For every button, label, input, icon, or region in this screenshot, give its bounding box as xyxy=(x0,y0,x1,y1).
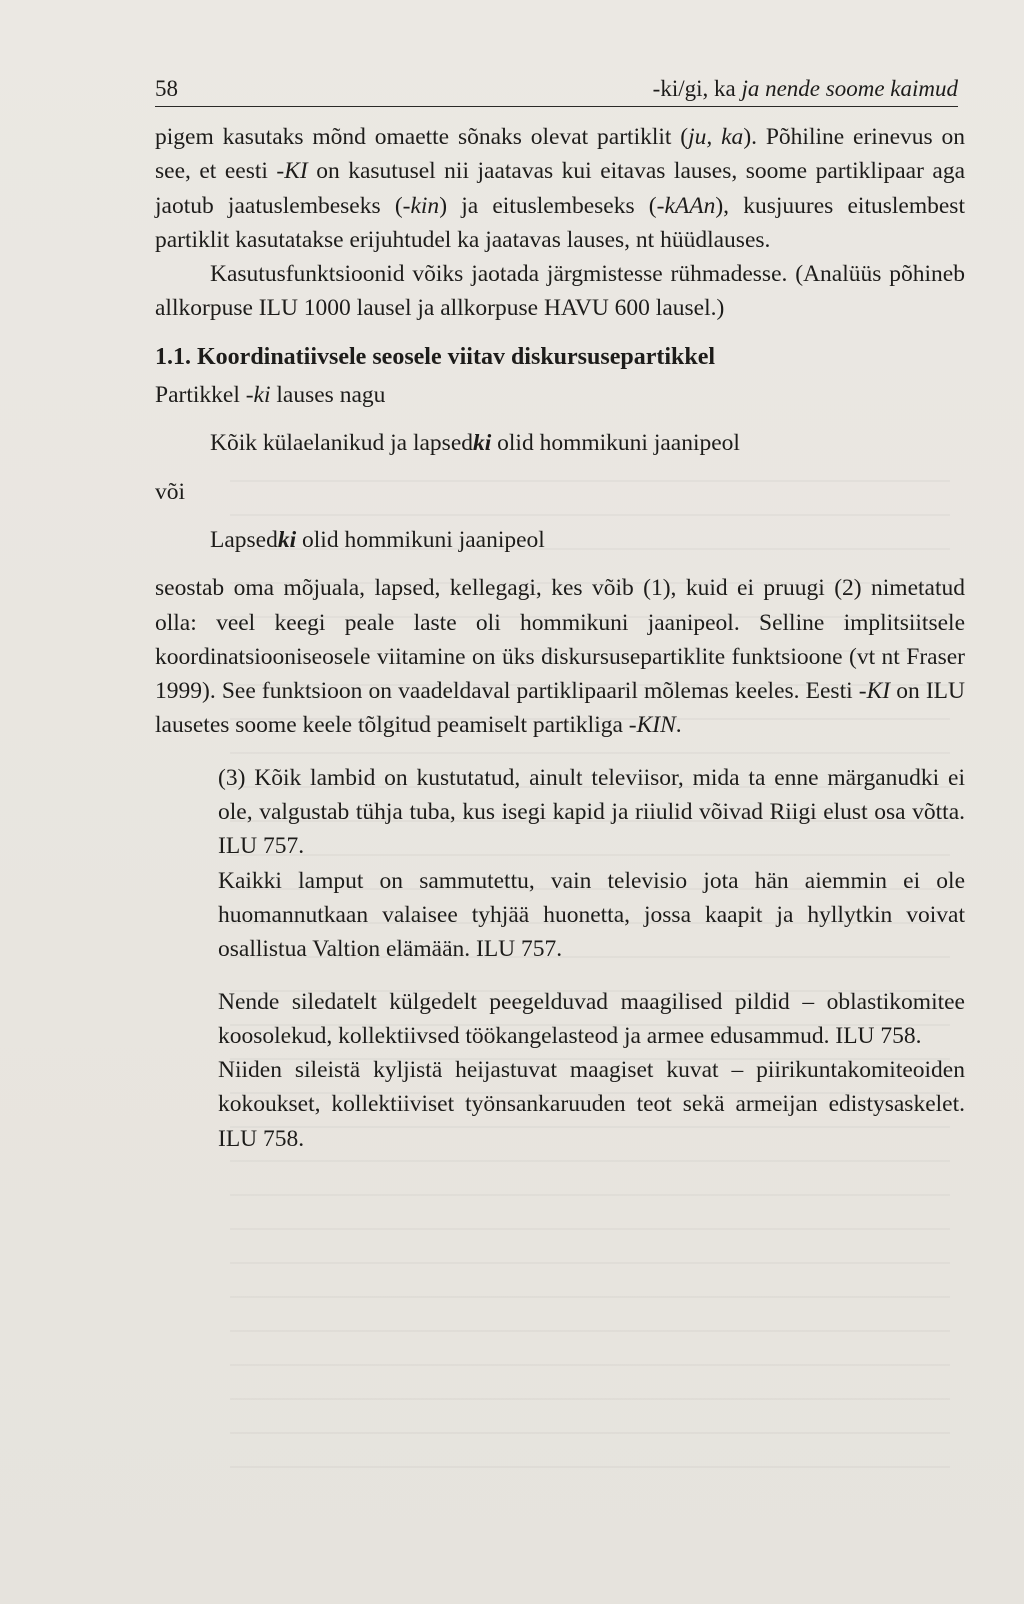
text-run: on kasutusel nii jaatavas kui eitavas lauses, soome partiklipaar aga jaotub jaatuslembeseks ( xyxy=(155,158,966,219)
italic-run: -ki xyxy=(245,382,271,409)
italic-run: -KIN xyxy=(628,712,676,739)
text-run: ). Põhiline erinevus on see, et eesti xyxy=(155,124,965,185)
example-3-finnish: Kaikki lamput on sammutettu, vain televisio jota hän aiemmin ei ole huomannutkaan valaisee tyhjää huonetta, jossa kaapit ja hyllytkin voivat osallistua Valtion elämään. ILU 757. xyxy=(218,867,965,963)
example-4-estonian: Nende siledatelt külgedelt peegelduvad maagilised pildid – oblastikomitee koosolekud, kollektiivsed töökangelasteod ja armee edusammud. ILU 758. xyxy=(218,988,965,1049)
body-text xyxy=(155,120,965,1156)
text-run: on ILU lausetes soome keele tõlgitud peamiselt partikliga xyxy=(155,678,965,739)
section-heading: 1.1. Koordinatiivsele seosele viitav diskursusepartikkel xyxy=(155,343,716,370)
text-run: . xyxy=(675,712,682,739)
paragraph-2: Kasutusfunktsioonid võiks jaotada järgmistesse rühmadesse. (Analüüs põhineb allkorpuse ILU 1000 lausel ja allkorpuse HAVU 600 lausel.) xyxy=(155,261,965,322)
italic-run: ju, ka xyxy=(688,124,744,150)
text-run: Partikkel xyxy=(155,382,246,409)
text-run: olid hommikuni jaanipeol xyxy=(491,430,740,457)
text-run: ) ja eituslembeseks ( xyxy=(439,192,657,219)
italic-run: -kAAn xyxy=(656,192,716,219)
intro-sentence xyxy=(155,378,965,412)
example-4-finnish: Niiden sileistä kyljistä heijastuvat maagiset kuvat – piirikuntakomiteoiden kokoukset, kollektiiviset työnsankaruuden teot sekä armeijan edistysaskelet. ILU 758. xyxy=(218,1057,965,1152)
page-number: 58 xyxy=(155,76,178,101)
running-head-plain: -ki/gi, ka xyxy=(652,76,742,101)
italic-run: -kin xyxy=(402,192,440,219)
running-head xyxy=(653,76,958,102)
text-run: seostab oma mõjuala, lapsed, kellegagi, kes võib (1), kuid ei pruugi (2) nimetatud olla: veel keegi peale laste oli hommikuni jaanipeol. Selline implitsiitsele koordinatsiooniseosele viitamine on üks diskursusepartiklite funktsioone (vt nt Fraser 1999). See funktsioon on vaadeldaval partiklipaaril mõlemas keeles. Eesti xyxy=(155,575,965,705)
paragraph-1 xyxy=(155,120,965,257)
text-run: Kõik külaelanikud ja lapsed xyxy=(210,430,473,457)
connector-word: või xyxy=(155,478,186,505)
text-run: pigem kasutaks mõnd omaette sõnaks olevat partiklit ( xyxy=(155,124,689,150)
example-sentence-2 xyxy=(155,523,965,557)
running-head-italic: ja nende soome kaimud xyxy=(741,76,958,101)
page-header xyxy=(155,76,958,107)
text-run: lauses nagu xyxy=(270,382,386,409)
bold-italic-run: ki xyxy=(473,430,492,457)
text-run: ), kusjuures eituslembest partiklit kasutatakse erijuhtudel ka jaatavas lauses, nt hüüdlauses. xyxy=(155,192,965,253)
text-run: olid hommikuni jaanipeol xyxy=(296,526,545,553)
example-3-estonian: (3) Kõik lambid on kustutatud, ainult televiisor, mida ta enne märganudki ei ole, valgustab tühja tuba, kus isegi kapid ja riiulid võivad Riigi elust osa võtta. ILU 757. xyxy=(218,764,965,860)
example-sentence-1 xyxy=(155,426,965,460)
text-run: Lapsed xyxy=(210,526,278,553)
paragraph-3 xyxy=(155,571,965,742)
italic-run: -KI xyxy=(276,158,308,185)
bold-italic-run: ki xyxy=(277,526,297,553)
italic-run: -KI xyxy=(858,678,891,705)
